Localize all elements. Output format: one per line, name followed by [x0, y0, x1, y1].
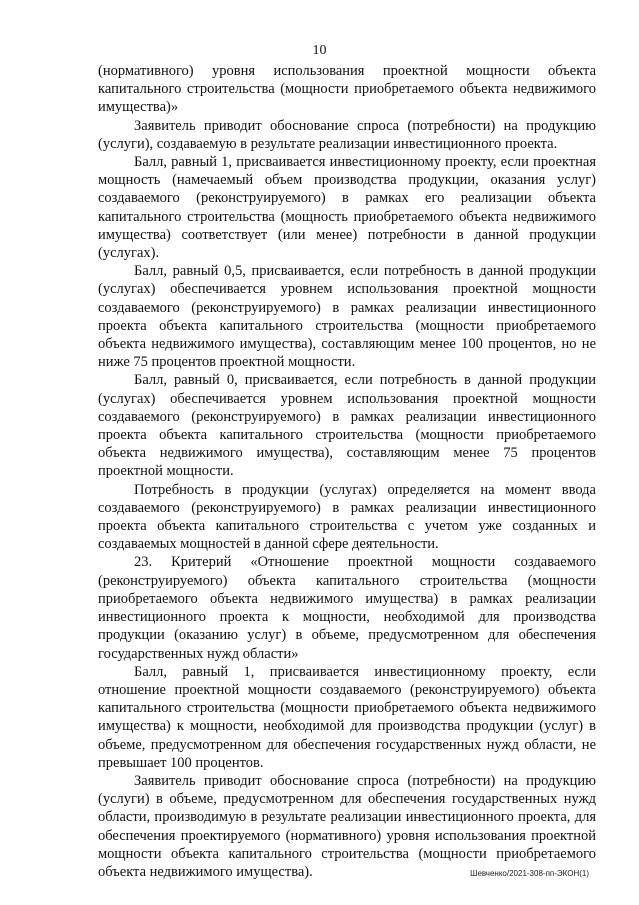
paragraph-score-1: Балл, равный 1, присваивается инвестиционному проекту, если проектная мощность (намечаемый объем производства продукции, оказания услуг) создаваемого (реконструируемого) в рамках его реализации объекта капитального строительства (мощность приобретаемого объекта недвижимого имущества) соответствует (или менее) потребности в данной продукции (услугах). [98, 154, 596, 262]
paragraph-demand-justification: Заявитель приводит обоснование спроса (потребности) на продукцию (услуги), создаваемую в результате реализации инвестиционного проекта. [98, 117, 596, 152]
paragraph-state-needs-justification: Заявитель приводит обоснование спроса (потребности) на продукцию (услуги) в объеме, предусмотренном для обеспечения государственных нужд области, производимую в результате реализации инвестиционного проекта, для обеспечения проектируемого (нормативного) уровня использования проектной мощности объекта капитального строительства (мощности приобретаемого объекта недвижимого имущества). [98, 772, 596, 880]
paragraph-score-0-5: Балл, равный 0,5, присваивается, если потребность в данной продукции (услугах) обеспечивается уровнем использования проектной мощности создаваемого (реконструируемого) в рамках реализации инвестиционного проекта объекта капитального строительства (мощности приобретаемого объекта недвижимого имущества), составляющим менее 100 процентов, но не ниже 75 процентов проектной мощности. [98, 263, 596, 371]
document-code: Шевченко/2021-308-пп-ЭКОН(1) [470, 869, 589, 878]
paragraph-demand-determination: Потребность в продукции (услугах) определяется на момент ввода создаваемого (реконструируемого) в рамках реализации инвестиционного проекта объекта капитального строительства с учетом уже созданных и создаваемых мощностей в данной сфере деятельности. [98, 481, 596, 553]
paragraph-score-0: Балл, равный 0, присваивается, если потребность в данной продукции (услугах) обеспечивается уровнем использования проектной мощности создаваемого (реконструируемого) в рамках реализации инвестиционного проекта объекта капитального строительства (мощности приобретаемого объекта недвижимого имущества), составляющим менее 75 процентов проектной мощности. [98, 372, 596, 480]
paragraph-continuation: (нормативного) уровня использования проектной мощности объекта капитального строительства (мощности приобретаемого объекта недвижимого имущества)» [98, 63, 596, 116]
paragraph-criterion-23: 23. Критерий «Отношение проектной мощности создаваемого (реконструируемого) объекта капитального строительства (мощности приобретаемого объекта недвижимого имущества) в рамках реализации инвестиционного проекта к мощности, необходимой для производства продукции (оказанию услуг) в объеме, предусмотренном для обеспечения государственных нужд области» [98, 554, 596, 662]
document-body [98, 62, 596, 881]
page-number: 10 [312, 43, 327, 58]
paragraph-criterion-23-score-1: Балл, равный 1, присваивается инвестиционному проекту, если отношение проектной мощности создаваемого (реконструируемого) объекта капитального строительства (мощности приобретаемого объекта недвижимого имущества) к мощности, необходимой для производства продукции (услуг) в объеме, предусмотренном для обеспечения государственных нужд области, не превышает 100 процентов. [98, 663, 596, 771]
